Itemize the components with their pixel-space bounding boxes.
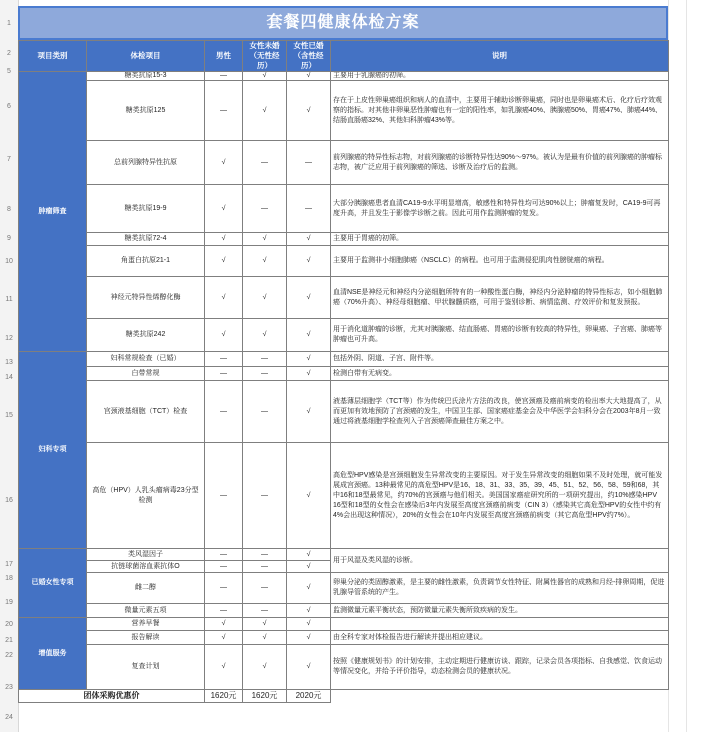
item-name[interactable]: 报告解读 — [87, 631, 205, 645]
item-name[interactable]: 妇科常规检查（已婚） — [87, 352, 205, 367]
female-married-mark[interactable]: √ — [287, 631, 331, 645]
item-name[interactable]: 复查计划 — [87, 645, 205, 690]
male-mark[interactable]: √ — [205, 631, 243, 645]
female-married-mark[interactable]: √ — [287, 246, 331, 277]
item-name[interactable]: 微量元素五项 — [87, 604, 205, 618]
category-tumor[interactable]: 肿瘤筛查 — [19, 72, 87, 352]
row-number[interactable]: 9 — [7, 235, 11, 242]
male-mark[interactable]: √ — [205, 277, 243, 319]
female-single-mark[interactable]: — — [243, 381, 287, 443]
table-row — [19, 319, 669, 352]
item-description[interactable]: 高危型HPV感染是宫颈细胞发生异常改变的主要原因。对于发生异常改变的细胞如果不及时处理，就可能发展成宫颈癌。13种最常见的高危型HPV是16、18、31、33、35、39、45、51、52、56、58、59和68，其中16和18型最常见，约70%的宫颈癌与他们相关。美国国家癌症研究所的一项研究提出，约10%感染HPV 16型和18型的女性会在感染后3年内发展至高度宫颈癌前病变（CIN 3）（感染其它高危型HPV的女性中约有4%会出现这种情况），20%的女性会在10年内发展至高度宫颈癌前病变（其它高危型HPV约7%）。 — [331, 443, 669, 549]
female-married-mark[interactable]: — — [287, 185, 331, 233]
female-single-mark[interactable]: — — [243, 549, 287, 561]
header-row — [19, 41, 669, 72]
table-row — [19, 443, 669, 549]
male-mark[interactable]: — — [205, 561, 243, 573]
female-single-price[interactable]: 1620元 — [243, 690, 287, 703]
table-row — [19, 81, 669, 141]
male-mark[interactable]: — — [205, 549, 243, 561]
row-number[interactable]: 24 — [5, 714, 13, 721]
table-row — [19, 549, 669, 561]
header-female-single[interactable]: 女性未婚 （无性经历） — [243, 41, 287, 72]
male-mark[interactable]: — — [205, 604, 243, 618]
male-mark[interactable]: √ — [205, 319, 243, 352]
female-married-mark[interactable]: √ — [287, 72, 331, 81]
item-name[interactable]: 白带常规 — [87, 367, 205, 381]
footer-row — [19, 690, 669, 703]
item-description[interactable]: 用于风湿及类风湿的诊断。 — [331, 549, 669, 573]
item-name[interactable]: 糖类抗原125 — [87, 81, 205, 141]
item-description[interactable]: 由全科专家对体检报告进行解读并提出相应建议。 — [331, 631, 669, 645]
grid-line — [686, 0, 687, 732]
item-name[interactable]: 雌二醇 — [87, 573, 205, 604]
female-married-mark[interactable]: √ — [287, 319, 331, 352]
row-number[interactable]: 8 — [7, 206, 11, 213]
item-name[interactable]: 神经元特异性烯醇化酶 — [87, 277, 205, 319]
row-number[interactable]: 21 — [5, 637, 13, 644]
row-number[interactable]: 10 — [5, 258, 13, 265]
item-description[interactable]: 前列腺癌的特异性标志物，对前列腺癌的诊断特异性达90%～97%。被认为是最有价值的前列腺癌的肿瘤标志物，被广泛应用于前列腺癌的筛选、诊断及治疗后的监测。 — [331, 141, 669, 185]
female-married-mark[interactable]: √ — [287, 443, 331, 549]
row-number[interactable]: 6 — [7, 103, 11, 110]
category-value-added[interactable]: 增值服务 — [19, 618, 87, 690]
category-married-female[interactable]: 已婚女性专项 — [19, 549, 87, 618]
row-number[interactable]: 7 — [7, 156, 11, 163]
female-married-mark[interactable]: √ — [287, 81, 331, 141]
item-description[interactable]: 卵巢分泌的类固醇激素，是主要的雌性激素，负责调节女性特征、附属性器官的成熟和月经-排卵周期，促进乳腺导管系统的产生。 — [331, 573, 669, 604]
male-mark[interactable]: √ — [205, 233, 243, 246]
row-number[interactable]: 14 — [5, 374, 13, 381]
table-row — [19, 277, 669, 319]
male-mark[interactable]: — — [205, 381, 243, 443]
table-row — [19, 381, 669, 443]
male-mark[interactable]: √ — [205, 618, 243, 631]
female-single-mark[interactable]: √ — [243, 319, 287, 352]
table-row — [19, 233, 669, 246]
item-description[interactable]: 监测微量元素平衡状态，预防微量元素失衡所致疾病的发生。 — [331, 604, 669, 618]
female-single-mark[interactable]: — — [243, 185, 287, 233]
male-mark[interactable]: √ — [205, 185, 243, 233]
table-row — [19, 185, 669, 233]
female-single-mark[interactable]: — — [243, 352, 287, 367]
footer-empty-cell[interactable] — [331, 690, 669, 703]
male-price[interactable]: 1620元 — [205, 690, 243, 703]
category-gyn[interactable]: 妇科专项 — [19, 352, 87, 549]
row-number[interactable]: 1 — [7, 20, 11, 27]
table-row — [19, 573, 669, 604]
row-number[interactable]: 19 — [5, 599, 13, 606]
header-male[interactable]: 男性 — [205, 41, 243, 72]
row-number[interactable]: 5 — [7, 68, 11, 75]
item-description[interactable]: 主要用于监测非小细胞肺癌（NSCLC）的病程。也可用于监测侵犯肌肉性膀胱癌的病程。 — [331, 246, 669, 277]
item-name[interactable]: 糖类抗原15-3 — [87, 72, 205, 81]
item-name[interactable]: 类风湿因子 — [87, 549, 205, 561]
item-description[interactable]: 存在于上皮性卵巢癌组织和病人的血清中，主要用于辅助诊断卵巢癌，同时也是卵巢癌术后、化疗后疗效观察的指标。对其他非卵巢恶性肿瘤也有一定的阳性率，如乳腺癌40%、胰腺癌50%、胃癌47%、肺癌44%、结肠直肠癌32%、其他妇科肿瘤43%等。 — [331, 81, 669, 141]
header-female-married[interactable]: 女性已婚 （含性经历） — [287, 41, 331, 72]
female-single-mark[interactable]: √ — [243, 618, 287, 631]
item-description[interactable]: 大部分胰腺癌患者血清CA19-9水平明显增高，敏感性和特异性均可达90%以上；肿瘤复发时，CA19-9可再度升高，并且发生于影像学诊断之前。因此可用作监测肿瘤的复发。 — [331, 185, 669, 233]
row-number[interactable]: 23 — [5, 684, 13, 691]
table-row — [19, 618, 669, 631]
row-number[interactable]: 17 — [5, 561, 13, 568]
table-row — [19, 246, 669, 277]
male-mark[interactable]: √ — [205, 246, 243, 277]
female-single-mark[interactable]: √ — [243, 645, 287, 690]
female-married-mark[interactable]: — — [287, 141, 331, 185]
male-mark[interactable]: — — [205, 367, 243, 381]
male-mark[interactable]: — — [205, 443, 243, 549]
item-description[interactable]: 包括外阴、阴道、子宫、附件等。 — [331, 352, 669, 367]
item-description[interactable]: 主要用于胃癌的初筛。 — [331, 233, 669, 246]
female-single-mark[interactable]: — — [243, 141, 287, 185]
female-married-mark[interactable]: √ — [287, 618, 331, 631]
male-mark[interactable]: — — [205, 352, 243, 367]
row-number[interactable]: 12 — [5, 335, 13, 342]
row-number[interactable]: 18 — [5, 575, 13, 582]
table-row — [19, 352, 669, 367]
table-row — [19, 367, 669, 381]
female-married-mark[interactable]: √ — [287, 561, 331, 573]
item-description[interactable]: 血清NSE是神经元和神经内分泌细胞所特有的一种酸性蛋白酶，神经内分泌肿瘤的特异性标志，如小细胞肺癌（70%升高）、神经母细胞瘤、甲状腺髓质癌，可用于鉴别诊断、病情监测、疗效评价和复发预报。 — [331, 277, 669, 319]
item-description[interactable]: 液基薄层细胞学（TCT等）作为传统巴氏涂片方法的改良，使宫颈癌及癌前病变的检出率大大地提高了，从而更加有效地预防了宫颈癌的发生，中国卫生部、国家癌症基金会及中华医学会妇科分会在2003年8月一致通过将液基细胞学检查列入子宫颈癌筛查最佳方案之中。 — [331, 381, 669, 443]
row-number[interactable]: 11 — [5, 296, 13, 303]
header-category[interactable]: 项目类别 — [19, 41, 87, 72]
health-check-table — [18, 40, 669, 703]
header-description[interactable]: 说明 — [331, 41, 669, 72]
row-number[interactable]: 13 — [5, 359, 13, 366]
row-number[interactable]: 2 — [7, 50, 11, 57]
female-married-mark[interactable]: √ — [287, 549, 331, 561]
female-married-mark[interactable]: √ — [287, 367, 331, 381]
header-item[interactable]: 体检项目 — [87, 41, 205, 72]
female-single-mark[interactable]: √ — [243, 233, 287, 246]
item-name[interactable]: 营养早餐 — [87, 618, 205, 631]
row-number[interactable]: 15 — [5, 412, 13, 419]
female-single-mark[interactable]: — — [243, 573, 287, 604]
sheet-title[interactable]: 套餐四健康体检方案 — [18, 6, 668, 40]
table-row — [19, 72, 669, 81]
female-single-mark[interactable]: — — [243, 561, 287, 573]
female-married-price[interactable]: 2020元 — [287, 690, 331, 703]
row-number-gutter — [0, 0, 19, 732]
item-name[interactable]: 糖类抗原242 — [87, 319, 205, 352]
female-single-mark[interactable]: √ — [243, 277, 287, 319]
table-row — [19, 645, 669, 690]
item-description[interactable]: 用于消化道肿瘤的诊断，尤其对胰腺癌、结直肠癌、胃癌的诊断有较高的特异性，卵巢癌、子宫癌、肺癌等肿瘤也可升高。 — [331, 319, 669, 352]
female-single-mark[interactable]: √ — [243, 72, 287, 81]
item-description[interactable] — [331, 618, 669, 631]
male-mark[interactable]: — — [205, 81, 243, 141]
row-number[interactable]: 20 — [5, 621, 13, 628]
female-married-mark[interactable]: √ — [287, 381, 331, 443]
table-row — [19, 631, 669, 645]
female-single-mark[interactable]: √ — [243, 81, 287, 141]
female-single-mark[interactable]: √ — [243, 631, 287, 645]
item-description[interactable]: 主要用于乳腺癌的初筛。 — [331, 72, 669, 81]
female-single-mark[interactable]: — — [243, 604, 287, 618]
table-row — [19, 141, 669, 185]
item-name[interactable]: 糖类抗原72-4 — [87, 233, 205, 246]
female-single-mark[interactable]: √ — [243, 246, 287, 277]
female-married-mark[interactable]: √ — [287, 573, 331, 604]
female-married-mark[interactable]: √ — [287, 352, 331, 367]
table-row — [19, 604, 669, 618]
female-married-mark[interactable]: √ — [287, 277, 331, 319]
item-name[interactable]: 总前列腺特异性抗原 — [87, 141, 205, 185]
item-description[interactable]: 按照《健康规划书》的计划安排，主动定期进行健康访谈、跟踪，记录会员各项指标、自我感觉、饮食运动等情况变化，并给予评价指导，动态检测会员的健康状况。 — [331, 645, 669, 690]
female-married-mark[interactable]: √ — [287, 233, 331, 246]
male-mark[interactable]: — — [205, 573, 243, 604]
male-mark[interactable]: — — [205, 72, 243, 81]
female-single-mark[interactable]: — — [243, 367, 287, 381]
male-mark[interactable]: √ — [205, 141, 243, 185]
row-number[interactable]: 22 — [5, 652, 13, 659]
row-number[interactable]: 16 — [5, 497, 13, 504]
item-name[interactable]: 宫颈液基细胞（TCT）检查 — [87, 381, 205, 443]
female-single-mark[interactable]: — — [243, 443, 287, 549]
female-married-mark[interactable]: √ — [287, 645, 331, 690]
item-name[interactable]: 抗链球菌溶血素抗体O — [87, 561, 205, 573]
male-mark[interactable]: √ — [205, 645, 243, 690]
group-price-label[interactable]: 团体采购优惠价 — [19, 690, 205, 703]
item-description[interactable]: 检测白带有无病变。 — [331, 367, 669, 381]
item-name[interactable]: 角蛋白抗原21-1 — [87, 246, 205, 277]
item-name[interactable]: 高危（HPV）人乳头瘤病毒23分型检测 — [87, 443, 205, 549]
item-name[interactable]: 糖类抗原19-9 — [87, 185, 205, 233]
female-married-mark[interactable]: √ — [287, 604, 331, 618]
